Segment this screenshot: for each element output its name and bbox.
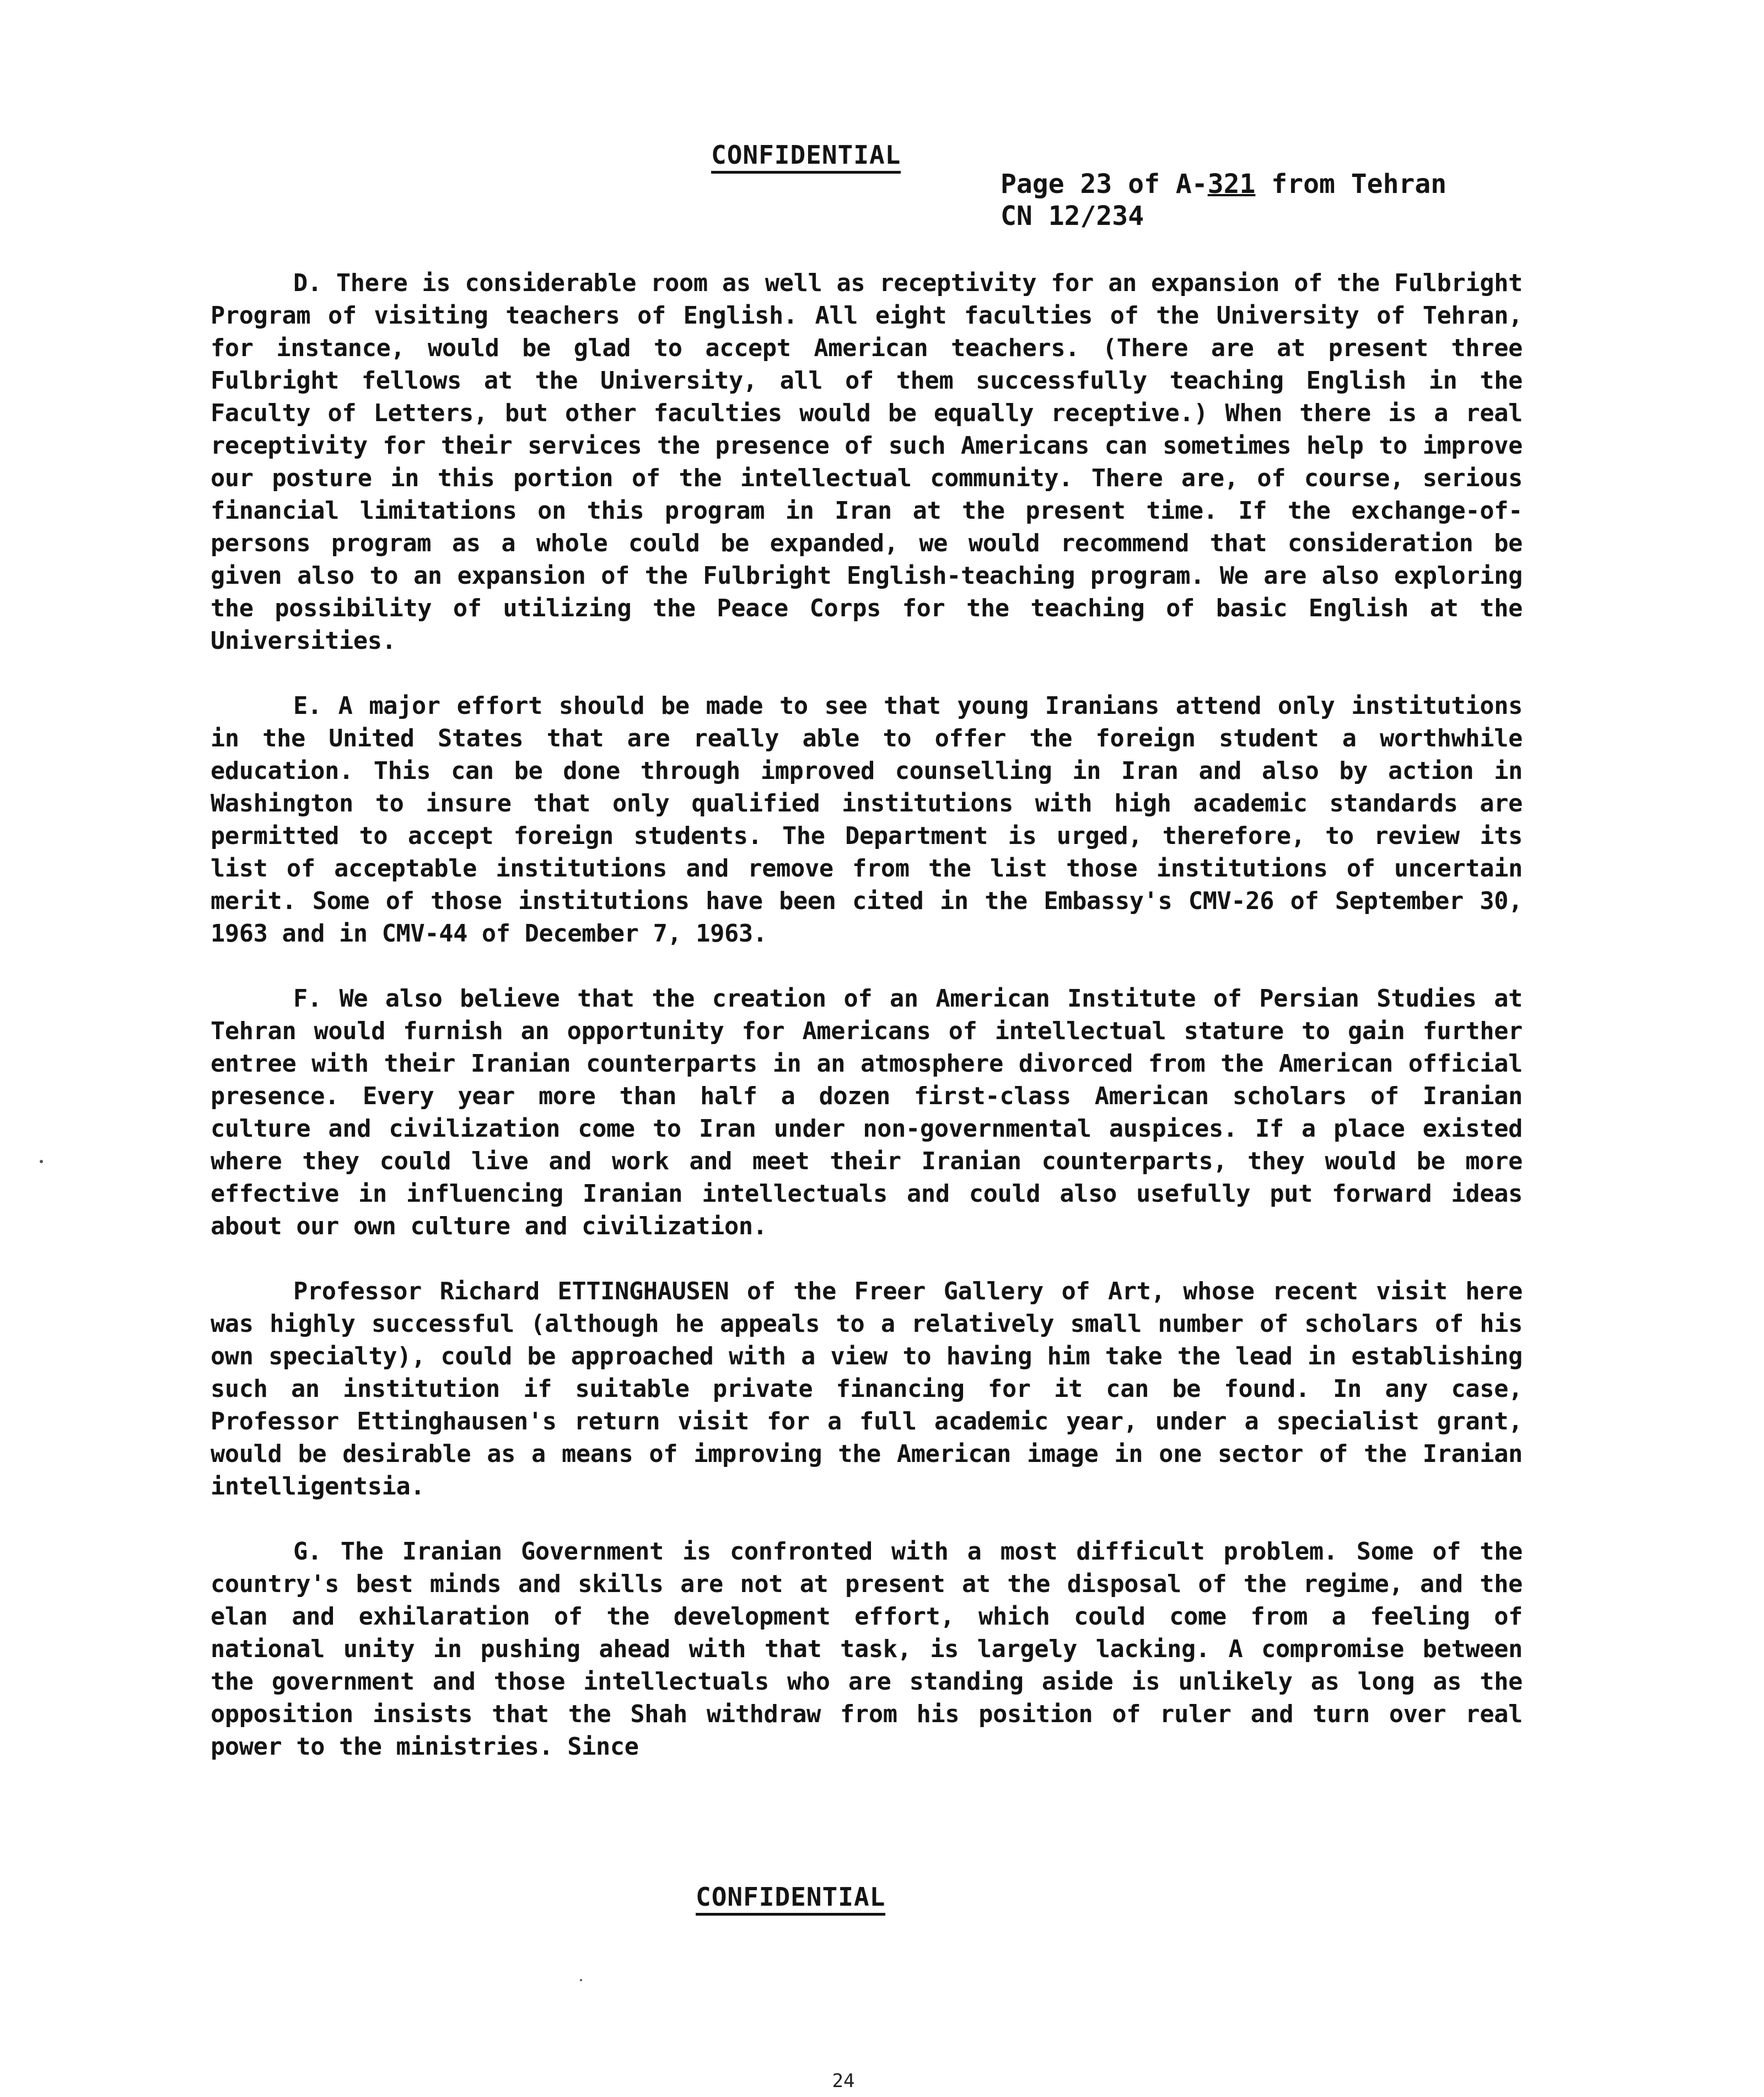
page-reference — [1001, 168, 1446, 232]
paragraph-g: G. The Iranian Government is confronted with a most difficult problem. Some of the country's best minds and skills are not at present at the disposal of the regime, and the elan and exhilaration of the development effort, which could come from a feeling of national unity in pushing ahead with that task, is largely lacking. A compromise between the government and those intellectuals who are standing aside is unlikely as long as the opposition insists that the Shah withdraw from his position of ruler and turn over real power to the ministries. Since — [211, 1538, 1523, 1761]
scan-speck — [580, 1979, 582, 1981]
classification-footer: CONFIDENTIAL — [696, 1883, 885, 1916]
body-text — [211, 267, 1523, 1763]
paragraph-f: F. We also believe that the creation of an American Institute of Persian Studies at Tehran would furnish an opportunity for Americans of intellectual stature to gain further entree with their Iranian counterparts in an atmosphere divorced from the American official presence. Every year more than half a dozen first-class American scholars of Iranian culture and civilization come to Iran under non-governmental auspices. If a place existed where they could live and work and meet their Iranian counterparts, they would be more effective in influencing Iranian intellectuals and could also usefully put forward ideas about our own culture and civilization. — [211, 985, 1523, 1240]
page-reference-line — [1001, 168, 1446, 200]
page-of-label: of A- — [1112, 169, 1208, 200]
paragraph-d: D. There is considerable room as well as receptivity for an expansion of the Fulbright Program of visiting teachers of English. All eight faculties of the University of Tehran, for instance, would be glad to accept American teachers. (There are at present three Fulbright fellows at the University, all of them successfully teaching English in the Faculty of Letters, but other faculties would be equally receptive.) When there is a real receptivity for their services the presence of such Americans can sometimes help to improve our posture in this portion of the intellectual community. There are, of course, serious financial limitations on this program in Iran at the present time. If the exchange-of-persons program as a whole could be expanded, we would recommend that consideration be given also to an expansion of the Fulbright English-teaching program. We are also exploring the possibility of utilizing the Peace Corps for the teaching of basic English at the Universities. — [211, 270, 1523, 655]
page-of-number: 23 — [1080, 169, 1112, 200]
airgram-number: 321 — [1207, 169, 1256, 200]
page-label: Page — [1001, 169, 1080, 200]
cn-reference: CN 12/234 — [1001, 201, 1144, 232]
scan-speck — [40, 1160, 43, 1163]
paragraph-ettinghausen: Professor Richard ETTINGHAUSEN of the Freer Gallery of Art, whose recent visit here was highly successful (although he appeals to a relatively small number of scholars of his own specialty), could be approached with a view to having him take the lead in establishing such an institution if suitable private financing for it can be found. In any case, Professor Ettinghausen's return visit for a full academic year, under a specialist grant, would be desirable as a means of improving the American image in one sector of the Iranian intelligentsia. — [211, 1278, 1523, 1501]
classification-header: CONFIDENTIAL — [711, 141, 901, 174]
paragraph-e: E. A major effort should be made to see that young Iranians attend only institutions in the United States that are really able to offer the foreign student a worthwhile education. This can be done through improved counselling in Iran and also by action in Washington to insure that only qualified institutions with high academic standards are permitted to accept foreign students. The Department is urged, therefore, to review its list of acceptable institutions and remove from the list those institutions of uncertain merit. Some of those institutions have been cited in the Embassy's CMV-26 of September 30, 1963 and in CMV-44 of December 7, 1963. — [211, 692, 1523, 948]
from-location: from Tehran — [1255, 169, 1447, 200]
page-number: 24 — [832, 2070, 855, 2092]
